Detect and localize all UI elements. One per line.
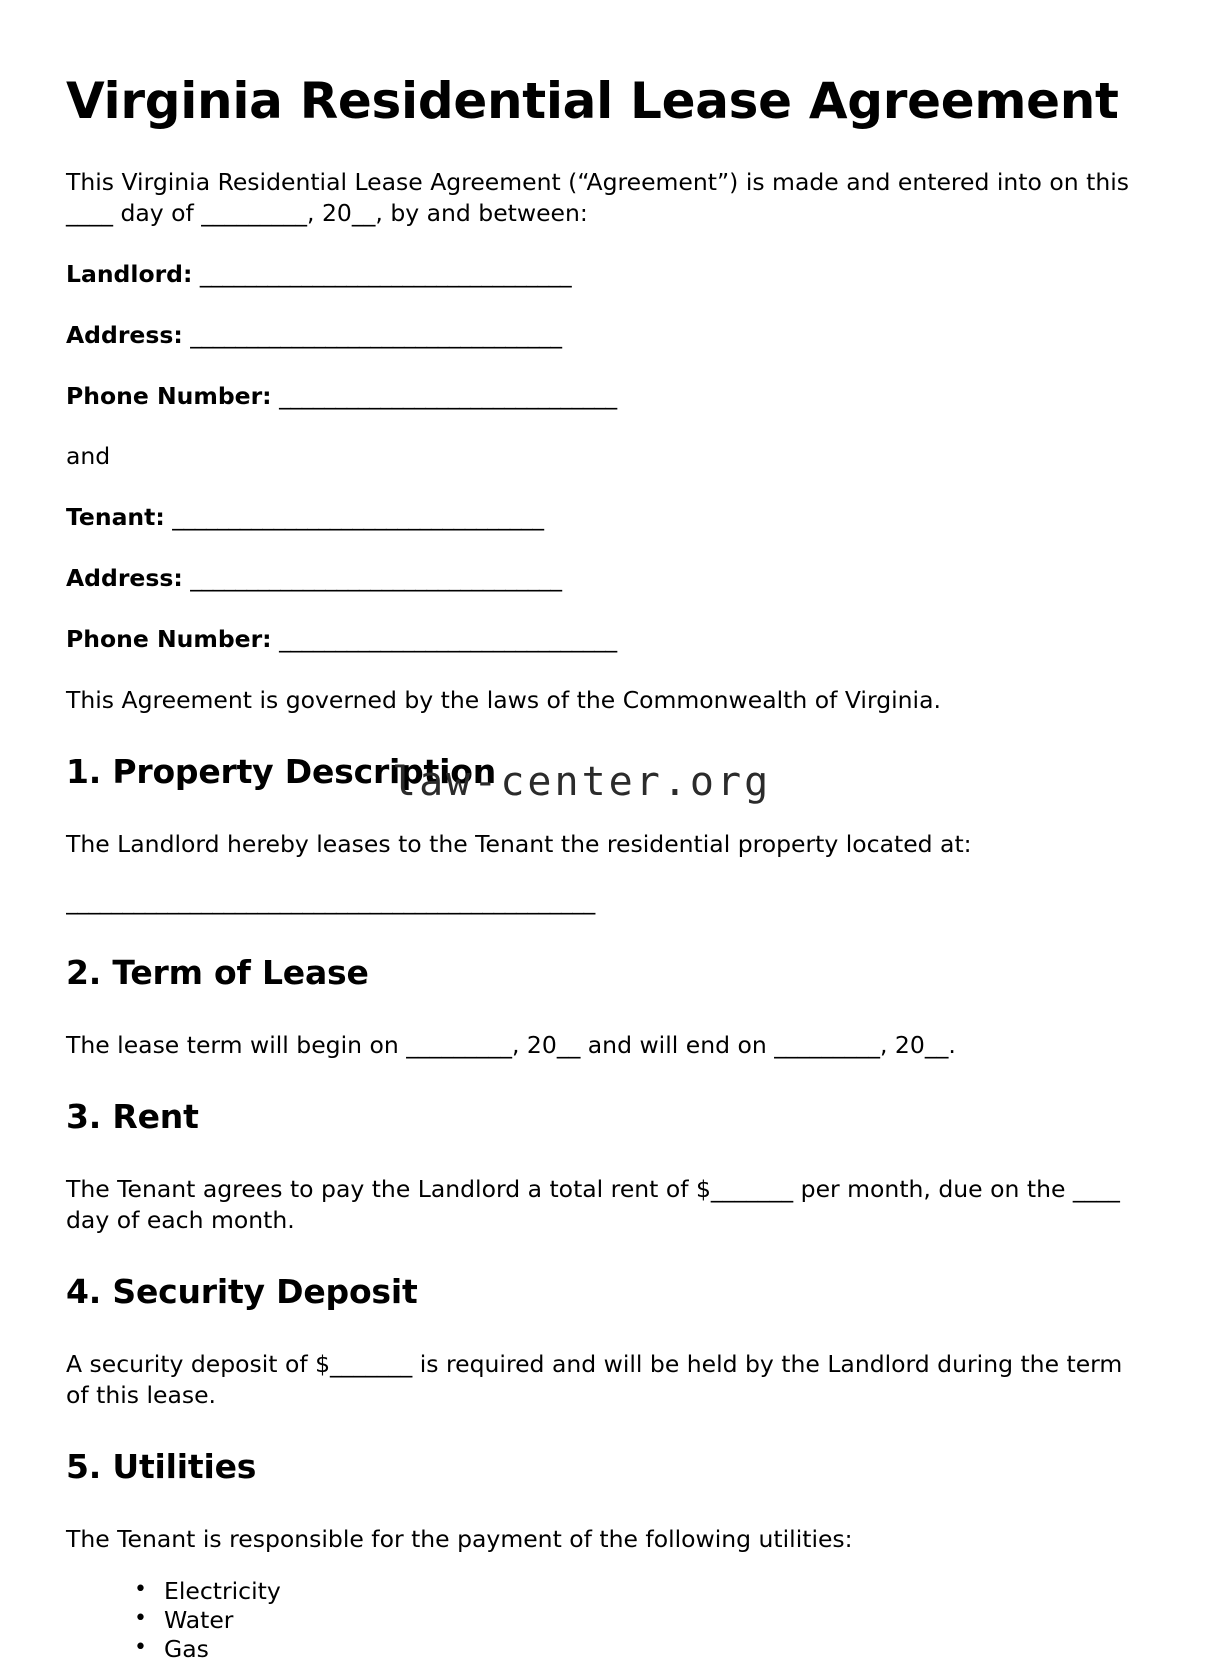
tenant-name-label: Tenant: [66,503,165,532]
security-deposit-body: A security deposit of $_______ is required and will be held by the Landlord during the term of this lease. [66,1349,1123,1409]
page-title: Virginia Residential Lease Agreement [66,72,1119,130]
tenant-address-label: Address: [66,564,183,593]
tenant-phone-blank[interactable]: ______________________________ [279,625,617,654]
list-item: • Gas [134,1635,1165,1664]
utilities-list [66,1555,1165,1664]
property-address-blank[interactable]: _______________________________________________ [66,887,595,916]
landlord-address-label: Address: [66,321,183,350]
section-heading-rent: 3. Rent [66,1097,199,1137]
tenant-phone-row [66,594,1165,655]
section-heading-utilities: 5. Utilities [66,1447,257,1487]
rent-body: The Tenant agrees to pay the Landlord a total rent of $_______ per month, due on the ____ day of each month. [66,1175,1120,1235]
intro-paragraph: This Virginia Residential Lease Agreement (“Agreement”) is made and entered into on this ____ day of _________, 20__, by and between: [66,168,1129,228]
tenant-name-row [66,472,1165,533]
landlord-phone-blank[interactable]: ______________________________ [279,382,617,411]
section-heading-property-description: 1. Property Description [66,752,497,792]
tenant-address-blank[interactable]: _________________________________ [190,564,562,593]
landlord-name-row [66,229,1165,290]
landlord-phone-label: Phone Number: [66,382,272,411]
tenant-phone-label: Phone Number: [66,625,272,654]
list-item: • Electricity [134,1577,1165,1606]
tenant-name-blank[interactable]: _________________________________ [172,503,544,532]
landlord-phone-row [66,351,1165,412]
property-description-body: The Landlord hereby leases to the Tenant the residential property located at: [66,830,972,859]
site-watermark: law-center.org [392,759,772,805]
landlord-address-row [66,290,1165,351]
governing-law-paragraph: This Agreement is governed by the laws of the Commonwealth of Virginia. [66,686,941,715]
landlord-name-blank[interactable]: _________________________________ [199,260,572,289]
list-item: • Water [134,1606,1165,1635]
section-heading-security-deposit: 4. Security Deposit [66,1272,418,1312]
section-heading-term-of-lease: 2. Term of Lease [66,953,369,993]
tenant-address-row [66,533,1165,594]
parties-conjunction: and [66,442,111,471]
utilities-body: The Tenant is responsible for the payment of the following utilities: [66,1524,853,1553]
landlord-address-blank[interactable]: _________________________________ [190,321,562,350]
term-of-lease-body: The lease term will begin on _________, 20__ and will end on _________, 20__. [66,1031,956,1060]
landlord-name-label: Landlord: [66,260,193,289]
